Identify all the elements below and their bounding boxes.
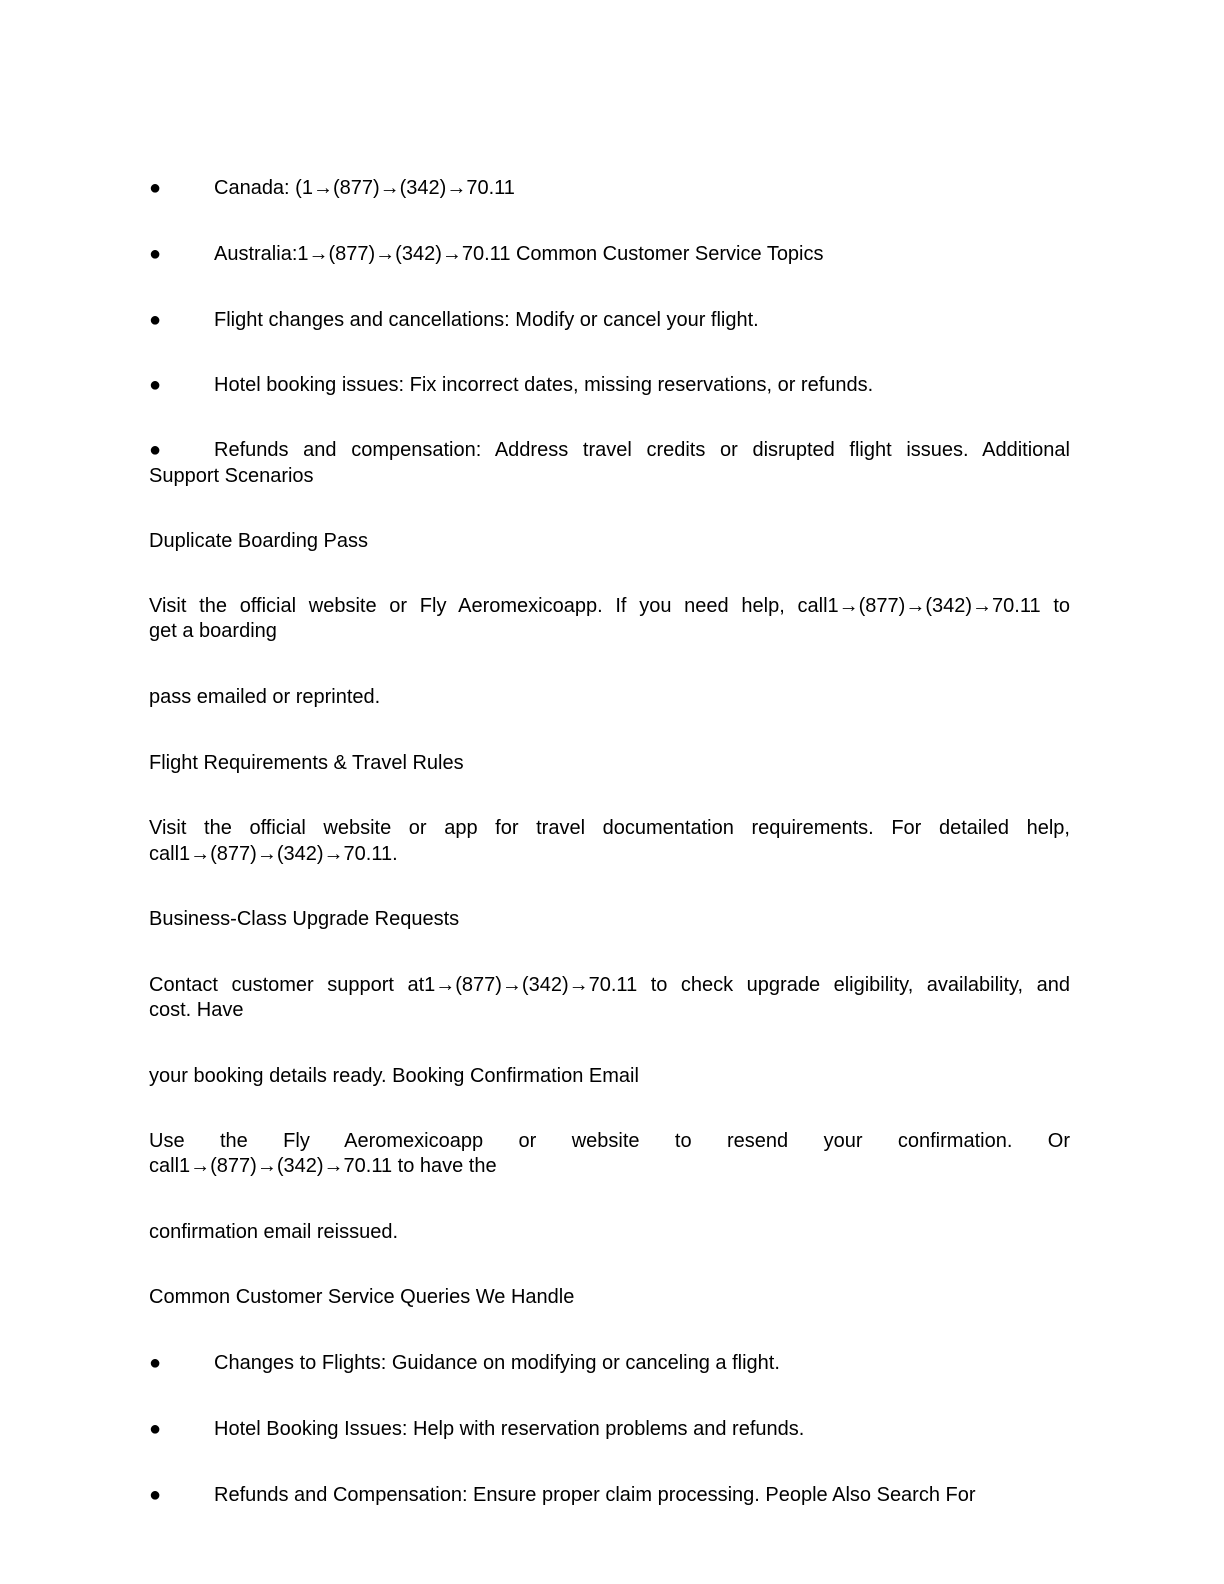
section-heading: Common Customer Service Queries We Handle [149, 1286, 575, 1308]
section-heading: Flight Requirements & Travel Rules [149, 752, 464, 774]
paragraph-line: pass emailed or reprinted. [149, 686, 381, 708]
paragraph-line: cost. Have [149, 999, 244, 1021]
section-heading: Business-Class Upgrade Requests [149, 908, 460, 930]
paragraph-line: Visit the official website or app for travel documentation requirements. For detailed help, [149, 817, 1070, 839]
paragraph-line: your booking details ready. Booking Confirmation Email [149, 1065, 639, 1087]
list-item-text: Hotel booking issues: Fix incorrect dates, missing reservations, or refunds. [214, 374, 874, 396]
list-item-text: Refunds and compensation: Address travel credits or disrupted flight issues. Additional [214, 439, 1070, 461]
section-heading: Support Scenarios [149, 465, 314, 487]
paragraph-line: call1→(877)→(342)→70.11. [149, 843, 398, 865]
bullet-icon: ● [149, 1352, 162, 1374]
list-item-text: Refunds and Compensation: Ensure proper claim processing. People Also Search For [214, 1484, 976, 1506]
list-item-text: Changes to Flights: Guidance on modifying or canceling a flight. [214, 1352, 780, 1374]
list-item [149, 438, 1070, 463]
section-heading: Duplicate Boarding Pass [149, 530, 369, 552]
bullet-icon: ● [149, 309, 162, 331]
paragraph-line: call1→(877)→(342)→70.11 to have the [149, 1155, 497, 1177]
list-item-text: Hotel Booking Issues: Help with reservation problems and refunds. [214, 1418, 805, 1440]
bullet-icon: ● [149, 439, 162, 461]
list-item-text: Canada: (1→(877)→(342)→70.11 [214, 177, 515, 199]
bullet-icon: ● [149, 243, 162, 265]
bullet-icon: ● [149, 177, 162, 199]
paragraph-line: get a boarding [149, 620, 277, 642]
bullet-icon: ● [149, 1484, 162, 1506]
list-item-text: Australia:1→(877)→(342)→70.11 Common Customer Service Topics [214, 243, 824, 265]
paragraph-line: Use the Fly Aeromexicoapp or website to resend your confirmation. Or [149, 1130, 1070, 1152]
paragraph-line: Contact customer support at1→(877)→(342)→70.11 to check upgrade eligibility, availability, and [149, 974, 1070, 996]
paragraph-line: Visit the official website or Fly Aeromexicoapp. If you need help, call1→(877)→(342)→70.11 to [149, 595, 1070, 617]
bullet-icon: ● [149, 1418, 162, 1440]
paragraph-line: confirmation email reissued. [149, 1221, 398, 1243]
list-item-text: Flight changes and cancellations: Modify or cancel your flight. [214, 309, 759, 331]
bullet-icon: ● [149, 374, 162, 396]
